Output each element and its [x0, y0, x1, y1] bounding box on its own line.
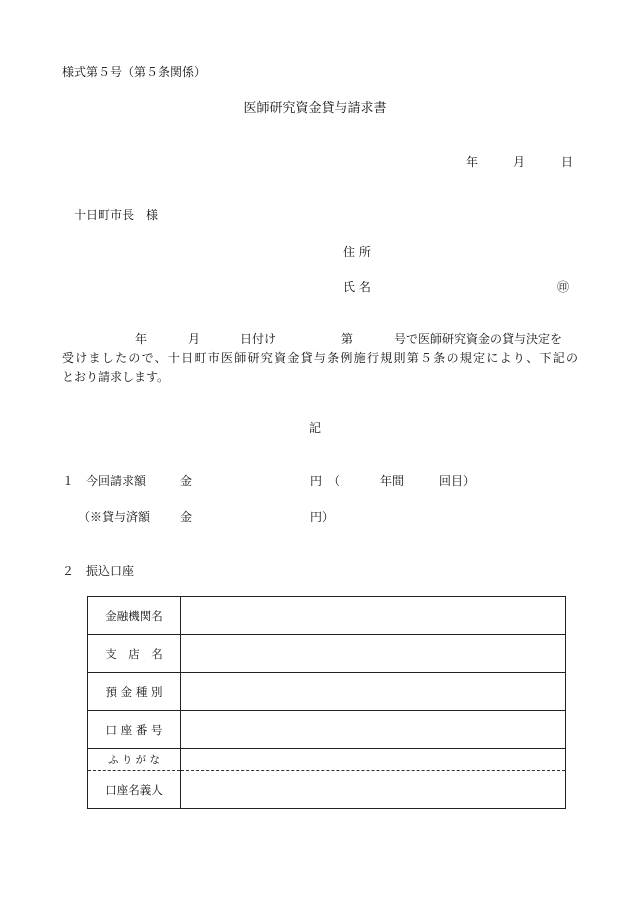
account-type-field[interactable]: [181, 673, 566, 711]
body-line-2-text: 受けましたので、十日町市医師研究資金貸与条例施行規則第５条の規定により、下記の: [62, 351, 578, 365]
account-holder-label: 口座名義人: [88, 771, 181, 809]
ki-heading: 記: [308, 421, 321, 435]
table-row: [88, 711, 566, 749]
item-1-sub-label: （※貸与済額: [78, 510, 151, 524]
item-2-number: ２: [62, 564, 75, 578]
branch-name-field[interactable]: [181, 635, 566, 673]
bank-name-field[interactable]: [181, 597, 566, 635]
account-holder-field[interactable]: [181, 771, 566, 809]
table-row: [88, 749, 566, 771]
body-year: 年: [135, 332, 148, 346]
table-row: [88, 771, 566, 809]
item-1-number: １: [62, 474, 75, 488]
name-label: 氏 名: [343, 280, 371, 294]
body-line-1: [62, 330, 578, 349]
item-1-label: 今回請求額: [86, 474, 147, 488]
item-1-sub-yen: 円）: [310, 510, 335, 524]
item-2-label: 振込口座: [86, 564, 135, 578]
date-month-label: 月: [513, 155, 526, 169]
seal-mark: ㊞: [557, 280, 570, 294]
bank-account-table: [87, 596, 566, 809]
item-1-yen: 円 （: [310, 474, 341, 488]
address-label: 住 所: [343, 245, 371, 259]
body-line-3: [62, 368, 578, 387]
item-1-kaime: 回目）: [439, 474, 476, 488]
request-body: [62, 330, 578, 387]
body-no-prefix: 第: [341, 332, 354, 346]
table-row: [88, 635, 566, 673]
body-rest: 号で医師研究資金の貸与決定を: [394, 332, 563, 346]
furigana-field[interactable]: [181, 749, 566, 771]
addressee: 十日町市長 様: [74, 208, 159, 222]
account-number-field[interactable]: [181, 711, 566, 749]
form-number: 様式第５号（第５条関係）: [62, 65, 207, 79]
branch-name-label: 支 店 名: [88, 635, 181, 673]
account-type-label: 預 金 種 別: [88, 673, 181, 711]
account-number-label: 口 座 番 号: [88, 711, 181, 749]
table-row: [88, 597, 566, 635]
item-1-kin: 金: [180, 474, 193, 488]
date-year-label: 年: [466, 155, 479, 169]
body-month: 月: [188, 332, 201, 346]
table-row: [88, 673, 566, 711]
item-1-sub-kin: 金: [180, 510, 193, 524]
furigana-label: ふ り が な: [88, 749, 181, 771]
body-line-2: [62, 349, 578, 368]
body-line-3-text: とおり請求します。: [62, 370, 170, 384]
item-1-nenkan: 年間: [380, 474, 405, 488]
body-dated: 日付け: [240, 332, 277, 346]
date-day-label: 日: [561, 155, 574, 169]
document-title: 医師研究資金貸与請求書: [243, 101, 387, 116]
bank-name-label: 金融機関名: [88, 597, 181, 635]
